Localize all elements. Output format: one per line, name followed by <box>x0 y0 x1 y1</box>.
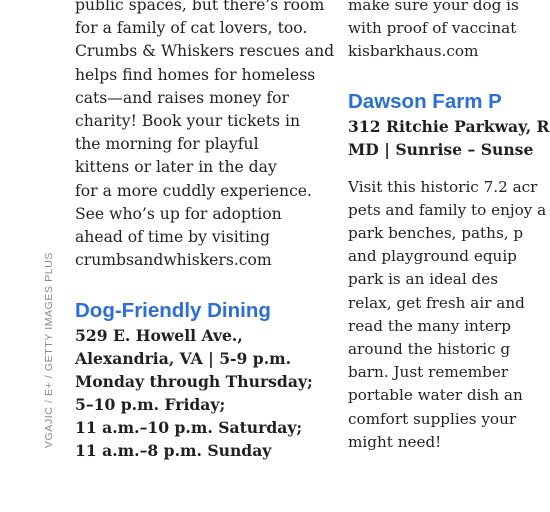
right-column <box>348 0 550 454</box>
text-line: around the historic g <box>348 340 511 359</box>
body-line: Crumbs & Whiskers rescues and <box>75 42 335 61</box>
body-line: helps find homes for homeless <box>75 65 316 84</box>
info-line: 11 a.m.–10 p.m. Saturday; <box>75 418 303 438</box>
text-line: Visit this historic 7.2 acr <box>348 177 538 196</box>
dawson-farm-heading: Dawson Farm P <box>348 89 502 113</box>
text-line: comfort supplies your <box>348 409 517 428</box>
text-line: portable water dish an <box>348 386 523 405</box>
info-line: 11 a.m.–8 p.m. Sunday <box>75 441 272 461</box>
text-line: park is an ideal des <box>348 270 499 289</box>
text-line: make sure your dog is <box>348 0 519 14</box>
dining-info <box>75 324 324 462</box>
farm-description <box>348 176 547 454</box>
text-line: read the many interp <box>348 316 511 335</box>
info-line: Alexandria, VA | 5-9 p.m. <box>75 349 292 369</box>
cat-cafe-description <box>75 0 335 272</box>
body-line: See who’s up for adoption <box>75 204 282 223</box>
photo-credit: VGAJIC / E+ / GETTY IMAGES PLUS <box>43 252 55 449</box>
left-column <box>75 0 335 462</box>
body-line: crumbsandwhiskers.com <box>75 251 272 270</box>
text-line: and playground equip <box>348 247 517 266</box>
farm-info <box>348 115 550 161</box>
body-line: ahead of time by visiting <box>75 228 270 247</box>
info-line: 5–10 p.m. Friday; <box>75 395 226 415</box>
body-line: kittens or later in the day <box>75 158 277 177</box>
dog-friendly-dining-heading: Dog-Friendly Dining <box>75 299 271 323</box>
text-line: park benches, paths, p <box>348 224 524 243</box>
body-line: cats—and raises money for <box>75 88 289 107</box>
info-line: Monday through Thursday; <box>75 372 313 392</box>
text-line: barn. Just remember <box>348 363 509 382</box>
body-line: public spaces, but there’s room <box>75 0 325 14</box>
info-line: 529 E. Howell Ave., <box>75 326 243 346</box>
info-line: MD | Sunrise – Sunse <box>348 139 534 159</box>
info-line: 312 Ritchie Parkway, R <box>348 116 550 136</box>
text-line: with proof of vaccinat <box>348 19 517 38</box>
text-line: kisbarkhaus.com <box>348 42 479 61</box>
text-line: might need! <box>348 432 442 451</box>
body-line: for a more cuddly experience. <box>75 181 312 200</box>
bark-haus-text <box>348 0 518 64</box>
text-line: pets and family to enjoy a <box>348 200 547 219</box>
body-line: the morning for playful <box>75 135 259 154</box>
text-line: relax, get fresh air and <box>348 293 525 312</box>
body-line: charity! Book your tickets in <box>75 112 301 131</box>
body-line: for a family of cat lovers, too. <box>75 19 308 38</box>
